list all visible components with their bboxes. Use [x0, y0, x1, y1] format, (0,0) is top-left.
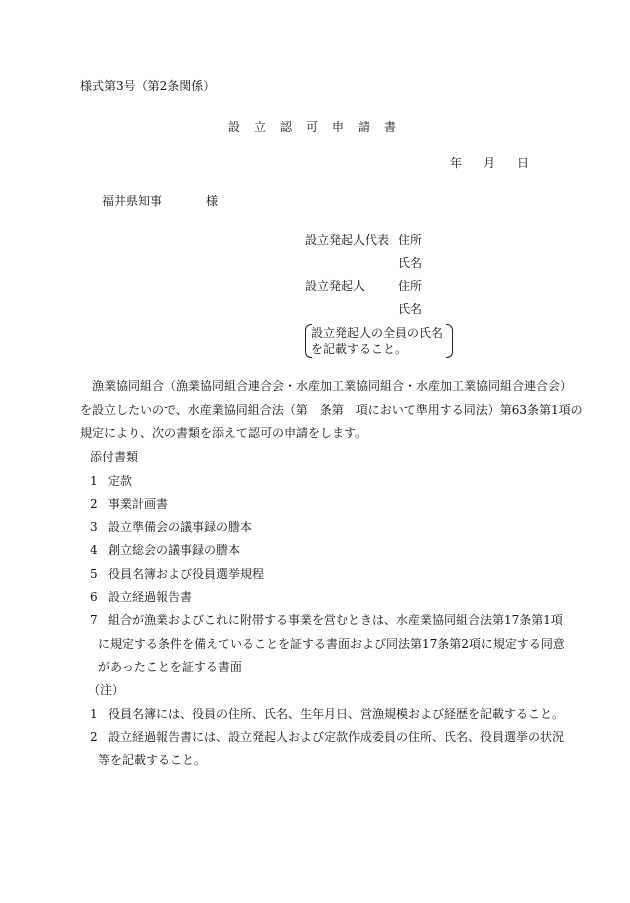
rep-name-label: 氏名 — [398, 256, 423, 270]
note-num-2: 2 — [90, 730, 98, 744]
addressee-honorific: 様 — [206, 194, 219, 208]
body-line1: 漁業協同組合（漁業協同組合連合会・水産加工業協同組合・水産加工業協同組合連合会） — [92, 379, 573, 393]
notes-heading: （注） — [88, 683, 125, 697]
date-year: 年 — [450, 156, 463, 170]
attachment-num-5: 5 — [90, 567, 98, 581]
right-bracket — [446, 324, 453, 358]
attachment-text-4: 創立総会の議事録の謄本 — [108, 543, 241, 557]
body-line2: を設立したいので、水産業協同組合法（第 条第 項において準用する同法）第63条第1項の — [80, 403, 583, 417]
attachment-text-5: 役員名簿および役員選挙規程 — [108, 567, 265, 581]
bracket-note-line2: を記載すること。 — [311, 342, 408, 356]
attachment-num-2: 2 — [90, 497, 98, 511]
attachment-text-1: 定款 — [108, 474, 133, 488]
form-number: 様式第3号（第2条関係） — [80, 79, 216, 93]
attachment-7-cont1: に規定する条件を備えていることを証する書面および同法第17条第2項に規定する同意 — [98, 637, 565, 651]
attachment-text-7: 組合が漁業およびこれに附帯する事業を営むときは、水産業協同組合法第17条第1項 — [108, 613, 563, 627]
note-2-cont: 等を記載すること。 — [98, 753, 207, 767]
attachment-num-1: 1 — [90, 474, 98, 488]
attachment-num-3: 3 — [90, 520, 98, 534]
attachment-7-cont2: があったことを証する書面 — [98, 660, 242, 674]
attachment-num-7: 7 — [90, 613, 98, 627]
promoter-label: 設立発起人 — [305, 279, 366, 293]
attachment-text-2: 事業計画書 — [108, 497, 169, 511]
attachment-num-6: 6 — [90, 590, 98, 604]
bracket-note-line1: 設立発起人の全員の氏名 — [311, 326, 444, 340]
promoter-address-label: 住所 — [398, 279, 423, 293]
note-num-1: 1 — [90, 707, 98, 721]
note-text-1: 役員名簿には、役員の住所、氏名、生年月日、営漁規模および経歴を記載すること。 — [108, 707, 565, 721]
attachment-text-3: 設立準備会の議事録の謄本 — [108, 520, 253, 534]
date-day: 日 — [517, 156, 530, 170]
addressee-name: 福井県知事 — [102, 194, 163, 208]
attachment-num-4: 4 — [90, 543, 98, 557]
rep-address-label: 住所 — [398, 233, 423, 247]
attachment-text-6: 設立経過報告書 — [108, 590, 193, 604]
attachments-heading: 添付書類 — [90, 450, 139, 464]
document-title: 設 立 認 可 申 請 書 — [228, 120, 398, 134]
rep-label: 設立発起人代表 — [305, 233, 390, 247]
note-text-2: 設立経過報告書には、設立発起人および定款作成委員の住所、氏名、役員選挙の状況 — [108, 730, 565, 744]
date-month: 月 — [483, 156, 496, 170]
body-line3: 規定により、次の書類を添えて認可の申請をします。 — [80, 426, 368, 440]
promoter-name-label: 氏名 — [398, 302, 423, 316]
